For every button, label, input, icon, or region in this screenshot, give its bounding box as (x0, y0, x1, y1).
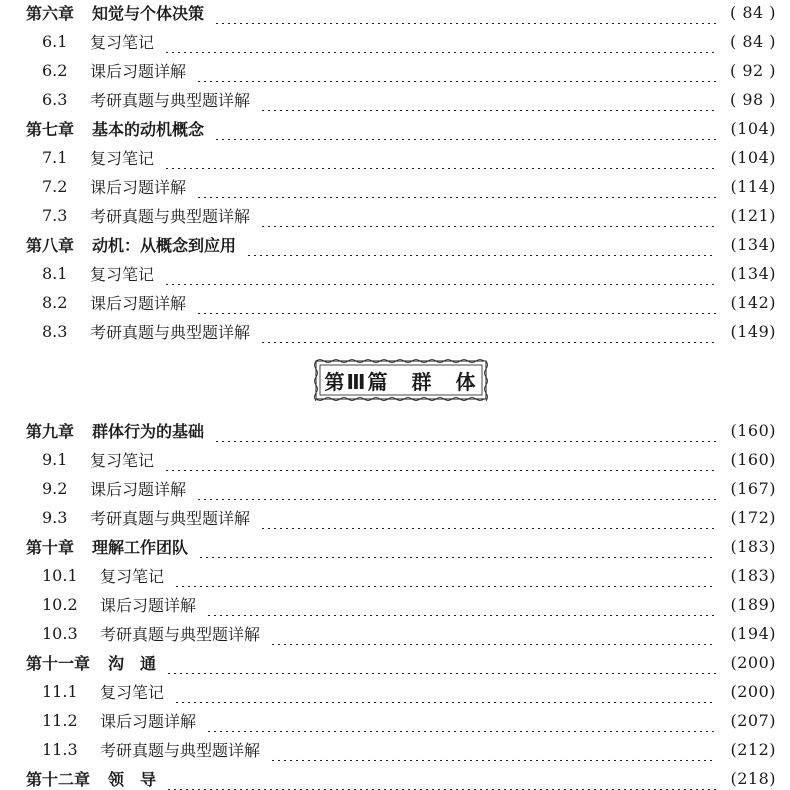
chapter-title: 群体行为的基础 (92, 421, 205, 441)
dot-leader (260, 505, 716, 529)
page-number: (160) (730, 420, 776, 440)
dot-leader (270, 621, 716, 645)
toc-chapter-row[interactable] (26, 534, 776, 558)
page-number: ( 92 ) (729, 60, 776, 80)
dot-leader (206, 592, 716, 616)
page-number: (134) (730, 263, 776, 283)
dot-leader (174, 679, 716, 703)
toc-chapter-row[interactable] (26, 650, 776, 674)
dot-leader (206, 708, 716, 732)
dot-leader (174, 563, 716, 587)
page-number: (183) (730, 565, 776, 585)
section-number: 9.1 (42, 449, 68, 469)
toc-section-row[interactable] (42, 290, 776, 314)
dot-leader (196, 476, 716, 500)
section-title: 复习笔记 (100, 566, 165, 586)
toc-chapter-row[interactable] (26, 418, 776, 442)
dot-leader (214, 116, 716, 140)
section-title: 考研真题与典型题详解 (100, 740, 261, 760)
page-number: (134) (730, 234, 776, 254)
dot-leader (260, 87, 716, 111)
page-number: (114) (730, 176, 776, 196)
page-number: (104) (730, 118, 776, 138)
part-heading-banner (313, 358, 489, 402)
dot-leader (164, 447, 716, 471)
section-title: 考研真题与典型题详解 (90, 508, 251, 528)
toc-section-row[interactable] (42, 476, 776, 500)
section-title: 复习笔记 (100, 682, 165, 702)
section-number: 7.2 (42, 176, 68, 196)
section-title: 复习笔记 (90, 450, 155, 470)
toc-section-row[interactable] (42, 261, 776, 285)
section-number: 10.3 (42, 623, 78, 643)
toc-section-row[interactable] (42, 708, 776, 732)
dot-leader (196, 58, 716, 82)
section-title: 复习笔记 (90, 32, 155, 52)
dot-leader (214, 418, 716, 442)
chapter-number: 第十二章 (26, 769, 91, 789)
section-title: 课后习题详解 (100, 711, 197, 731)
page-number: (200) (730, 681, 776, 701)
chapter-title: 基本的动机概念 (92, 119, 205, 139)
section-title: 课后习题详解 (90, 177, 187, 197)
toc-section-row[interactable] (42, 29, 776, 53)
toc-section-row[interactable] (42, 592, 776, 616)
dot-leader (166, 650, 716, 674)
section-title: 课后习题详解 (90, 293, 187, 313)
toc-section-row[interactable] (42, 174, 776, 198)
section-number: 11.3 (42, 739, 78, 759)
toc-chapter-row[interactable] (26, 766, 776, 790)
section-title: 课后习题详解 (90, 61, 187, 81)
page-number: (149) (730, 321, 776, 341)
chapter-number: 第十一章 (26, 653, 91, 673)
dot-leader (270, 737, 716, 761)
page-number: (104) (730, 147, 776, 167)
dot-leader (164, 29, 716, 53)
clipped-row-container (0, 768, 790, 789)
page-number: (167) (730, 478, 776, 498)
section-title: 考研真题与典型题详解 (90, 322, 251, 342)
toc-chapter-row[interactable] (26, 0, 776, 24)
section-number: 11.1 (42, 681, 78, 701)
toc-section-row[interactable] (42, 563, 776, 587)
page-number: (142) (730, 292, 776, 312)
chapter-number: 第十章 (26, 537, 75, 557)
toc-section-row[interactable] (42, 203, 776, 227)
page-number: ( 84 ) (729, 2, 776, 22)
toc-section-row[interactable] (42, 621, 776, 645)
toc-section-row[interactable] (42, 145, 776, 169)
dot-leader (246, 232, 716, 256)
toc-chapter-row[interactable] (26, 116, 776, 140)
toc-section-row[interactable] (42, 319, 776, 343)
page-number: (160) (730, 449, 776, 469)
dot-leader (198, 534, 716, 558)
section-title: 考研真题与典型题详解 (90, 206, 251, 226)
section-number: 10.2 (42, 594, 78, 614)
chapter-title: 动机：从概念到应用 (92, 235, 237, 255)
chapter-title: 领 导 (108, 769, 157, 789)
toc-section-row[interactable] (42, 58, 776, 82)
dot-leader (166, 766, 716, 790)
section-number: 10.1 (42, 565, 78, 585)
toc-section-row[interactable] (42, 737, 776, 761)
chapter-number: 第七章 (26, 119, 75, 139)
page-number: (207) (730, 710, 776, 730)
page-number: (172) (730, 507, 776, 527)
dot-leader (164, 145, 716, 169)
toc-section-row[interactable] (42, 447, 776, 471)
toc-chapter-row[interactable] (26, 232, 776, 256)
section-title: 复习笔记 (90, 264, 155, 284)
toc-section-row[interactable] (42, 505, 776, 529)
section-number: 7.1 (42, 147, 68, 167)
page-number: (183) (730, 536, 776, 556)
section-number: 9.2 (42, 478, 68, 498)
page-number: (212) (730, 739, 776, 759)
section-number: 11.2 (42, 710, 78, 730)
page-number: ( 98 ) (729, 89, 776, 109)
section-title: 课后习题详解 (100, 595, 197, 615)
chapter-number: 第八章 (26, 235, 75, 255)
chapter-title: 沟 通 (108, 653, 157, 673)
section-title: 复习笔记 (90, 148, 155, 168)
chapter-number: 第六章 (26, 3, 75, 23)
chapter-title: 理解工作团队 (92, 537, 189, 557)
page-number: (189) (730, 594, 776, 614)
section-number: 6.2 (42, 60, 68, 80)
section-title: 考研真题与典型题详解 (100, 624, 261, 644)
section-title: 考研真题与典型题详解 (90, 90, 251, 110)
section-title: 课后习题详解 (90, 479, 187, 499)
section-number: 8.2 (42, 292, 68, 312)
page-number: ( 84 ) (729, 31, 776, 51)
dot-leader (164, 261, 716, 285)
page-number: (194) (730, 623, 776, 643)
part-title: 第Ⅲ篇 群 体 (324, 369, 478, 394)
dot-leader (214, 0, 716, 24)
section-number: 7.3 (42, 205, 68, 225)
section-number: 8.1 (42, 263, 68, 283)
chapter-number: 第九章 (26, 421, 75, 441)
dot-leader (196, 174, 716, 198)
page-number: (200) (730, 652, 776, 672)
dot-leader (260, 203, 716, 227)
page-number: (218) (730, 768, 776, 788)
dot-leader (260, 319, 716, 343)
dot-leader (196, 290, 716, 314)
section-number: 9.3 (42, 507, 68, 527)
section-number: 6.1 (42, 31, 68, 51)
section-number: 6.3 (42, 89, 68, 109)
page-number: (121) (730, 205, 776, 225)
toc-section-row[interactable] (42, 87, 776, 111)
chapter-title: 知觉与个体决策 (92, 3, 205, 23)
toc-section-row[interactable] (42, 679, 776, 703)
section-number: 8.3 (42, 321, 68, 341)
